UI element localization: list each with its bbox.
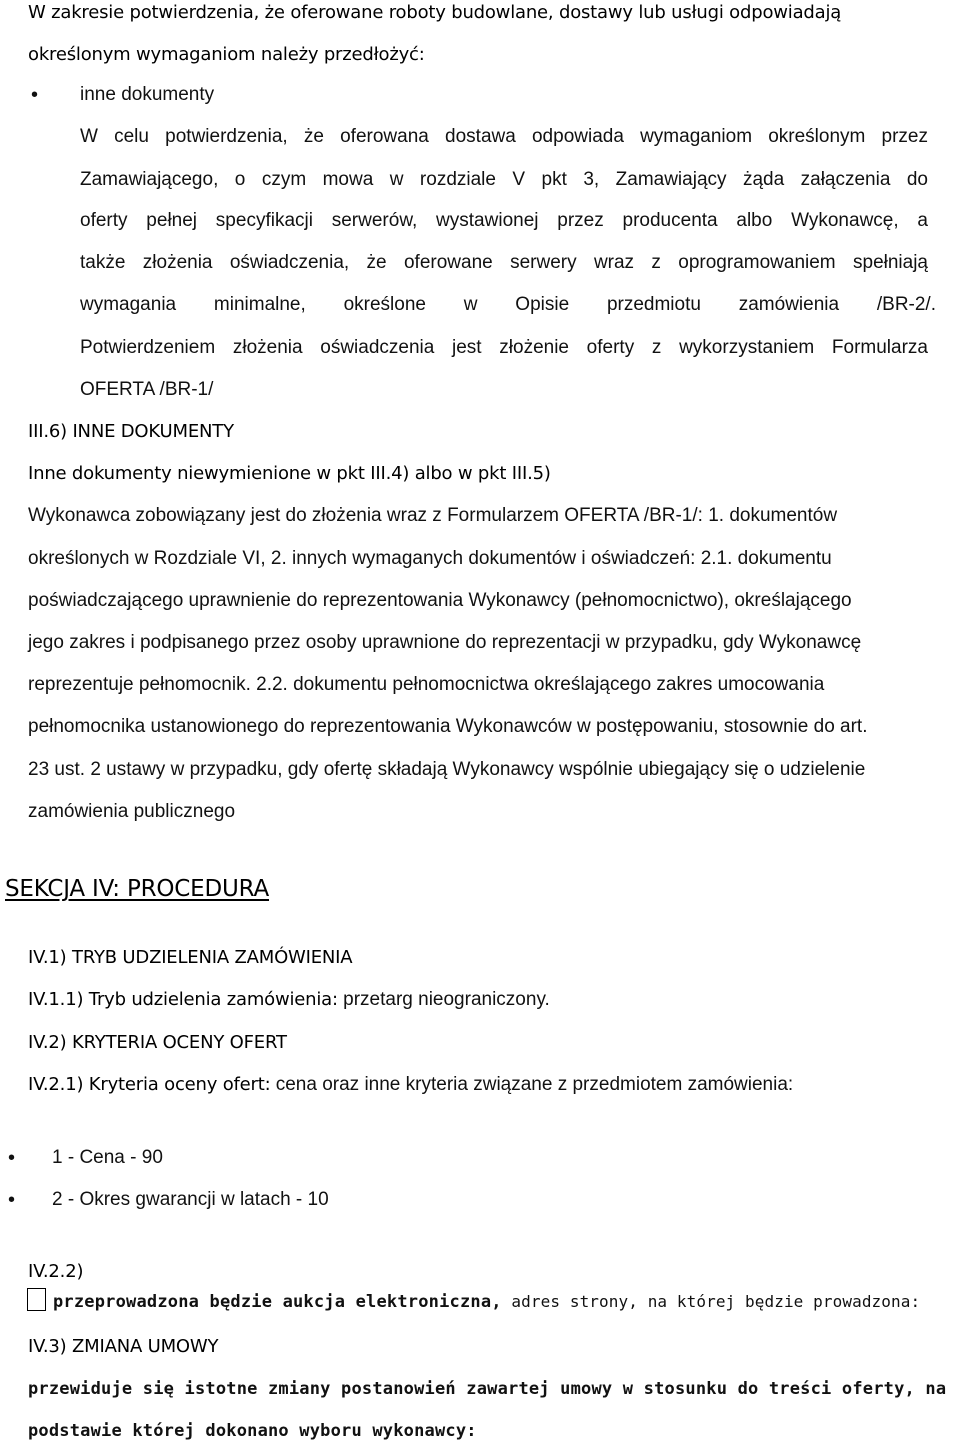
auction-checkbox[interactable] <box>27 1288 46 1311</box>
paragraph-line: Wykonawca zobowiązany jest do złożenia wraz z Formularzem OFERTA /BR-1/: 1. dokumentów <box>28 505 838 526</box>
intro-line-1: W zakresie potwierdzenia, że oferowane roboty budowlane, dostawy lub usługi odpowiadają <box>28 2 842 23</box>
iv2-heading: IV.2) KRYTERIA OCENY OFERT <box>28 1032 287 1053</box>
paragraph-line: poświadczającego uprawnienie do reprezentowania Wykonawcy (pełnomocnictwo), określającego <box>28 590 852 611</box>
iv1-heading: IV.1) TRYB UDZIELENIA ZAMÓWIENIA <box>28 947 353 968</box>
iv11-label: IV.1.1) Tryb udzielenia zamówienia: <box>28 989 338 1010</box>
bullet-line: oferty pełnej specyfikacji serwerów, wystawionej przez producenta albo Wykonawcę, a <box>80 210 928 231</box>
criterion-item: 1 - Cena - 90 <box>52 1147 163 1168</box>
iv3-heading: IV.3) ZMIANA UMOWY <box>28 1336 219 1357</box>
iv21-value: cena oraz inne kryteria związane z przedmiotem zamówienia: <box>270 1074 794 1095</box>
auction-line <box>53 1291 920 1313</box>
paragraph-line: reprezentuje pełnomocnik. 2.2. dokumentu pełnomocnictwa określającego zakres umocowania <box>28 674 825 695</box>
bullet-icon: • <box>8 1189 16 1211</box>
bullet-line: Zamawiającego, o czym mowa w rozdziale V pkt 3, Zamawiający żąda załączenia do <box>80 169 928 190</box>
bullet-line: także złożenia oświadczenia, że oferowane serwery wraz z oprogramowaniem spełniają <box>80 252 928 273</box>
paragraph-line: określonych w Rozdziale VI, 2. innych wymaganych dokumentów i oświadczeń: 2.1. dokumentu <box>28 548 832 569</box>
auction-rest: adres strony, na której będzie prowadzona: <box>501 1292 921 1311</box>
bullet-icon: • <box>8 1147 16 1169</box>
iv21-line <box>28 1074 793 1096</box>
section-heading: III.6) INNE DOKUMENTY <box>28 421 234 442</box>
paragraph-line: zamówienia publicznego <box>28 801 236 822</box>
iv11-line <box>28 989 550 1011</box>
paragraph-line: 23 ust. 2 ustawy w przypadku, gdy ofertę składają Wykonawcy wspólnie ubiegający się o udzielenie <box>28 759 866 780</box>
iv3-line-2: podstawie której dokonano wyboru wykonawcy: <box>28 1421 477 1441</box>
paragraph-line: pełnomocnika ustanowionego do reprezentowania Wykonawców w postępowaniu, stosownie do art. <box>28 716 868 737</box>
bullet-title: inne dokumenty <box>80 84 215 105</box>
iv11-value: przetarg nieograniczony. <box>337 989 550 1010</box>
iv21-label: IV.2.1) Kryteria oceny ofert: <box>28 1074 271 1095</box>
section-subheading: Inne dokumenty niewymienione w pkt III.4) albo w pkt III.5) <box>28 463 551 484</box>
bullet-line: OFERTA /BR-1/ <box>80 379 214 400</box>
criterion-item: 2 - Okres gwarancji w latach - 10 <box>52 1189 329 1210</box>
bullet-line: Potwierdzeniem złożenia oświadczenia jest złożenie oferty z wykorzystaniem Formularza <box>80 337 928 358</box>
auction-bold: przeprowadzona będzie aukcja elektroniczna, <box>53 1292 502 1312</box>
intro-line-2: określonym wymaganiom należy przedłożyć: <box>28 44 425 65</box>
section-title: SEKCJA IV: PROCEDURA <box>5 876 270 902</box>
bullet-icon: • <box>31 84 39 106</box>
iv22-heading: IV.2.2) <box>28 1261 84 1282</box>
bullet-line: W celu potwierdzenia, że oferowana dostawa odpowiada wymaganiom określonym przez <box>80 126 928 147</box>
iv3-line-1: przewiduje się istotne zmiany postanowień zawartej umowy w stosunku do treści oferty, na <box>28 1379 947 1399</box>
bullet-line: wymagania minimalne, określone w Opisie przedmiotu zamówienia /BR-2/. <box>80 294 936 315</box>
paragraph-line: jego zakres i podpisanego przez osoby uprawnione do reprezentacji w przypadku, gdy Wykonawcę <box>28 632 862 653</box>
